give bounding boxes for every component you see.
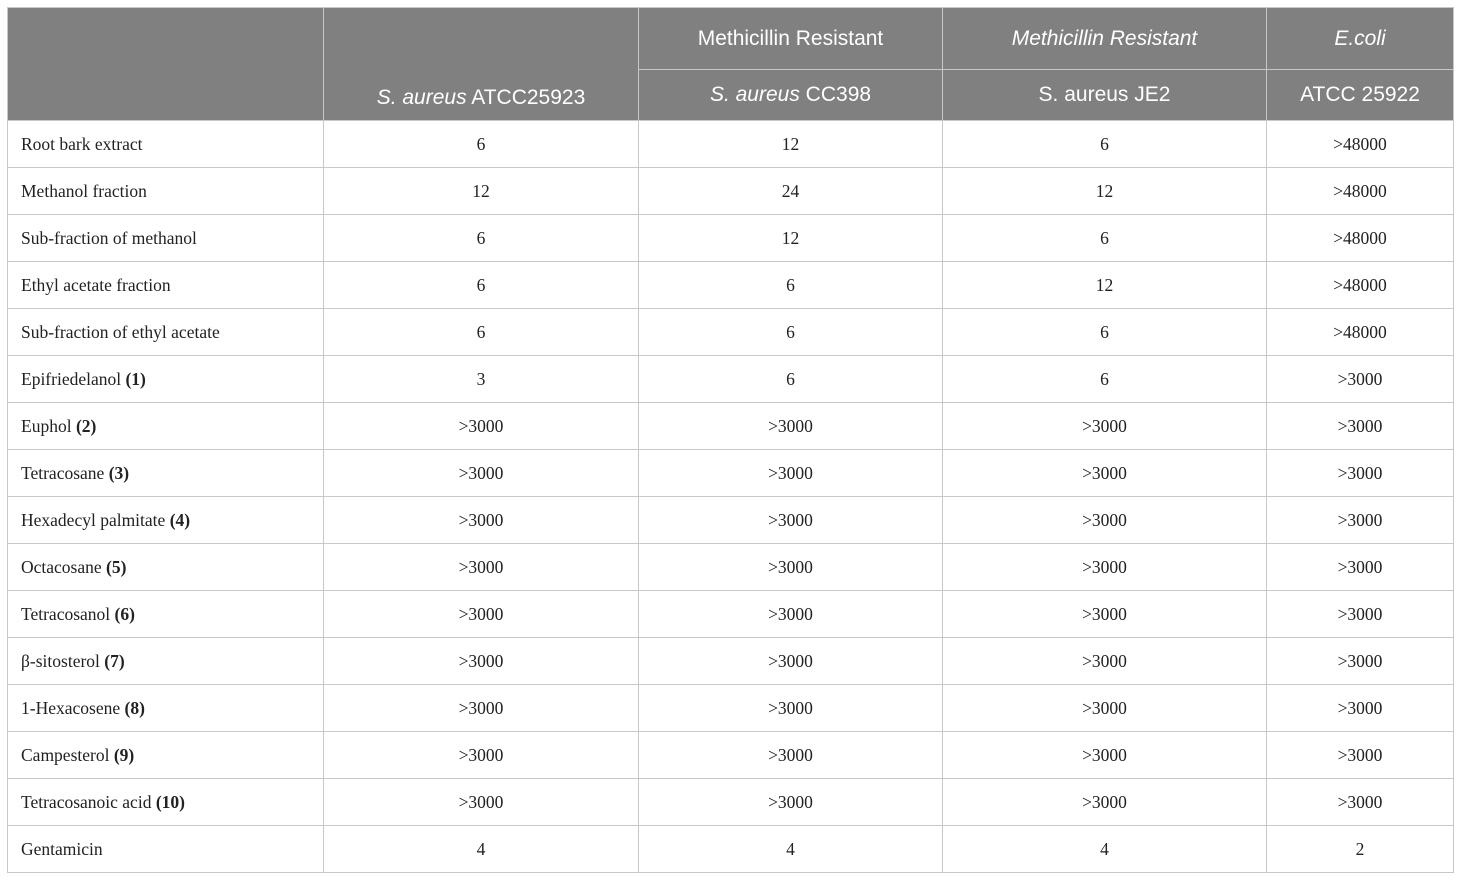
row-label-text: Sub-fraction of ethyl acetate bbox=[21, 321, 220, 342]
cell-value: 6 bbox=[639, 356, 943, 403]
compound-number: (6) bbox=[114, 603, 135, 624]
header-sa-atcc-rest: ATCC25923 bbox=[466, 86, 586, 109]
row-label-text: Gentamicin bbox=[21, 838, 103, 859]
header-mrsa-je2-top-text: Methicillin Resistant bbox=[1011, 26, 1198, 50]
header-mrsa-je2-bottom-text: S. aureus JE2 bbox=[1038, 83, 1171, 106]
row-label bbox=[8, 168, 324, 215]
cell-value: 24 bbox=[639, 168, 943, 215]
table-row bbox=[8, 638, 1454, 685]
cell-value: >3000 bbox=[943, 544, 1267, 591]
header-mrsa-je2-top bbox=[943, 8, 1267, 70]
table-row bbox=[8, 544, 1454, 591]
table-row bbox=[8, 826, 1454, 873]
cell-value: >3000 bbox=[943, 685, 1267, 732]
table-row bbox=[8, 215, 1454, 262]
cell-value: >3000 bbox=[324, 544, 639, 591]
row-label-text: Tetracosanol bbox=[21, 603, 115, 624]
cell-value: 12 bbox=[943, 168, 1267, 215]
row-label bbox=[8, 591, 324, 638]
cell-value: 4 bbox=[943, 826, 1267, 873]
cell-value: 6 bbox=[639, 309, 943, 356]
cell-value: >3000 bbox=[324, 497, 639, 544]
row-label-text: Epifriedelanol bbox=[21, 368, 126, 389]
cell-value: >3000 bbox=[324, 685, 639, 732]
cell-value: >3000 bbox=[1267, 732, 1454, 779]
cell-value: >3000 bbox=[1267, 450, 1454, 497]
header-row-top bbox=[8, 8, 1454, 70]
cell-value: 6 bbox=[324, 215, 639, 262]
cell-value: >3000 bbox=[639, 497, 943, 544]
compound-number: (5) bbox=[106, 556, 127, 577]
header-mrsa-cc398-top bbox=[639, 8, 943, 70]
table-row bbox=[8, 732, 1454, 779]
cell-value: 12 bbox=[943, 262, 1267, 309]
header-mrsa-cc398-bottom bbox=[639, 70, 943, 121]
cell-value: >48000 bbox=[1267, 262, 1454, 309]
table-row bbox=[8, 685, 1454, 732]
cell-value: 4 bbox=[639, 826, 943, 873]
cell-value: >3000 bbox=[324, 591, 639, 638]
header-mrsa-cc398-rest: CC398 bbox=[799, 83, 872, 106]
cell-value: 4 bbox=[324, 826, 639, 873]
row-label bbox=[8, 826, 324, 873]
cell-value: 6 bbox=[943, 121, 1267, 168]
compound-number: (4) bbox=[169, 509, 191, 530]
compound-number: (3) bbox=[108, 462, 130, 483]
row-label bbox=[8, 356, 324, 403]
header-sa-atcc-italic: S. aureus bbox=[376, 86, 467, 109]
cell-value: >3000 bbox=[639, 591, 943, 638]
row-label bbox=[8, 779, 324, 826]
header-ecoli-bottom bbox=[1267, 70, 1454, 121]
table-row bbox=[8, 591, 1454, 638]
cell-value: >3000 bbox=[639, 638, 943, 685]
cell-value: >3000 bbox=[943, 591, 1267, 638]
cell-value: >3000 bbox=[639, 544, 943, 591]
row-label-text: Root bark extract bbox=[21, 133, 143, 154]
row-label-text: Octacosane bbox=[21, 556, 107, 577]
compound-number: (9) bbox=[113, 744, 135, 765]
row-label bbox=[8, 309, 324, 356]
compound-number: (8) bbox=[124, 697, 145, 718]
row-label-text: Sub-fraction of methanol bbox=[21, 227, 197, 248]
compound-number: (7) bbox=[104, 650, 125, 671]
cell-value: 6 bbox=[639, 262, 943, 309]
cell-value: >3000 bbox=[943, 497, 1267, 544]
cell-value: >3000 bbox=[324, 450, 639, 497]
table-row bbox=[8, 356, 1454, 403]
cell-value: >3000 bbox=[324, 732, 639, 779]
header-mrsa-je2-bottom bbox=[943, 70, 1267, 121]
cell-value: >3000 bbox=[1267, 638, 1454, 685]
cell-value: >3000 bbox=[639, 779, 943, 826]
cell-value: >3000 bbox=[639, 732, 943, 779]
cell-value: >3000 bbox=[943, 638, 1267, 685]
cell-value: >48000 bbox=[1267, 309, 1454, 356]
compound-number: (2) bbox=[75, 415, 97, 436]
row-label bbox=[8, 732, 324, 779]
row-label-text: Ethyl acetate fraction bbox=[21, 274, 171, 295]
cell-value: 6 bbox=[324, 262, 639, 309]
cell-value: >3000 bbox=[639, 685, 943, 732]
row-label bbox=[8, 497, 324, 544]
row-label-text: Hexadecyl palmitate bbox=[21, 509, 170, 530]
cell-value: 6 bbox=[943, 215, 1267, 262]
row-label-text: 1-Hexacosene bbox=[21, 697, 125, 718]
row-label bbox=[8, 403, 324, 450]
table-row bbox=[8, 168, 1454, 215]
header-ecoli-top bbox=[1267, 8, 1454, 70]
cell-value: >3000 bbox=[1267, 544, 1454, 591]
cell-value: 6 bbox=[943, 309, 1267, 356]
table-row bbox=[8, 779, 1454, 826]
cell-value: >3000 bbox=[943, 403, 1267, 450]
row-label bbox=[8, 685, 324, 732]
row-label bbox=[8, 450, 324, 497]
compound-number: (10) bbox=[155, 791, 185, 812]
cell-value: >3000 bbox=[1267, 356, 1454, 403]
row-label-text: Euphol bbox=[21, 415, 76, 436]
cell-value: 3 bbox=[324, 356, 639, 403]
cell-value: >3000 bbox=[639, 403, 943, 450]
cell-value: 12 bbox=[639, 215, 943, 262]
cell-value: >3000 bbox=[1267, 403, 1454, 450]
row-label bbox=[8, 121, 324, 168]
table-header bbox=[8, 8, 1454, 121]
table-row bbox=[8, 497, 1454, 544]
header-mrsa-cc398-top-text: Methicillin Resistant bbox=[697, 26, 884, 50]
compound-number: (1) bbox=[125, 368, 146, 389]
table-row bbox=[8, 121, 1454, 168]
row-label bbox=[8, 215, 324, 262]
cell-value: >48000 bbox=[1267, 168, 1454, 215]
cell-value: >3000 bbox=[324, 779, 639, 826]
header-ecoli-bottom-text: ATCC 25922 bbox=[1300, 83, 1420, 106]
cell-value: 6 bbox=[324, 121, 639, 168]
cell-value: >3000 bbox=[639, 450, 943, 497]
row-label bbox=[8, 262, 324, 309]
table-row bbox=[8, 309, 1454, 356]
cell-value: >3000 bbox=[1267, 591, 1454, 638]
row-label-text: Campesterol bbox=[21, 744, 114, 765]
header-mrsa-cc398-italic: S. aureus bbox=[709, 83, 800, 106]
cell-value: 6 bbox=[943, 356, 1267, 403]
cell-value: >48000 bbox=[1267, 121, 1454, 168]
cell-value: >3000 bbox=[943, 450, 1267, 497]
cell-value: >3000 bbox=[943, 732, 1267, 779]
table-body bbox=[8, 121, 1454, 873]
table-row bbox=[8, 262, 1454, 309]
mic-table bbox=[7, 7, 1454, 873]
header-ecoli-top-text: E.coli bbox=[1334, 26, 1386, 50]
cell-value: >48000 bbox=[1267, 215, 1454, 262]
cell-value: >3000 bbox=[1267, 779, 1454, 826]
cell-value: 12 bbox=[324, 168, 639, 215]
row-label-text: Methanol fraction bbox=[21, 180, 147, 201]
header-empty-cell bbox=[8, 8, 324, 121]
row-label-text: Tetracosane bbox=[21, 462, 109, 483]
cell-value: 6 bbox=[324, 309, 639, 356]
cell-value: >3000 bbox=[943, 779, 1267, 826]
row-label bbox=[8, 638, 324, 685]
table-row bbox=[8, 450, 1454, 497]
cell-value: >3000 bbox=[1267, 685, 1454, 732]
cell-value: >3000 bbox=[324, 403, 639, 450]
cell-value: >3000 bbox=[324, 638, 639, 685]
cell-value: >3000 bbox=[1267, 497, 1454, 544]
row-label bbox=[8, 544, 324, 591]
table-row bbox=[8, 403, 1454, 450]
cell-value: 12 bbox=[639, 121, 943, 168]
header-sa-atcc bbox=[324, 8, 639, 121]
row-label-text: Tetracosanoic acid bbox=[21, 791, 156, 812]
cell-value: 2 bbox=[1267, 826, 1454, 873]
row-label-text: β-sitosterol bbox=[21, 650, 105, 671]
